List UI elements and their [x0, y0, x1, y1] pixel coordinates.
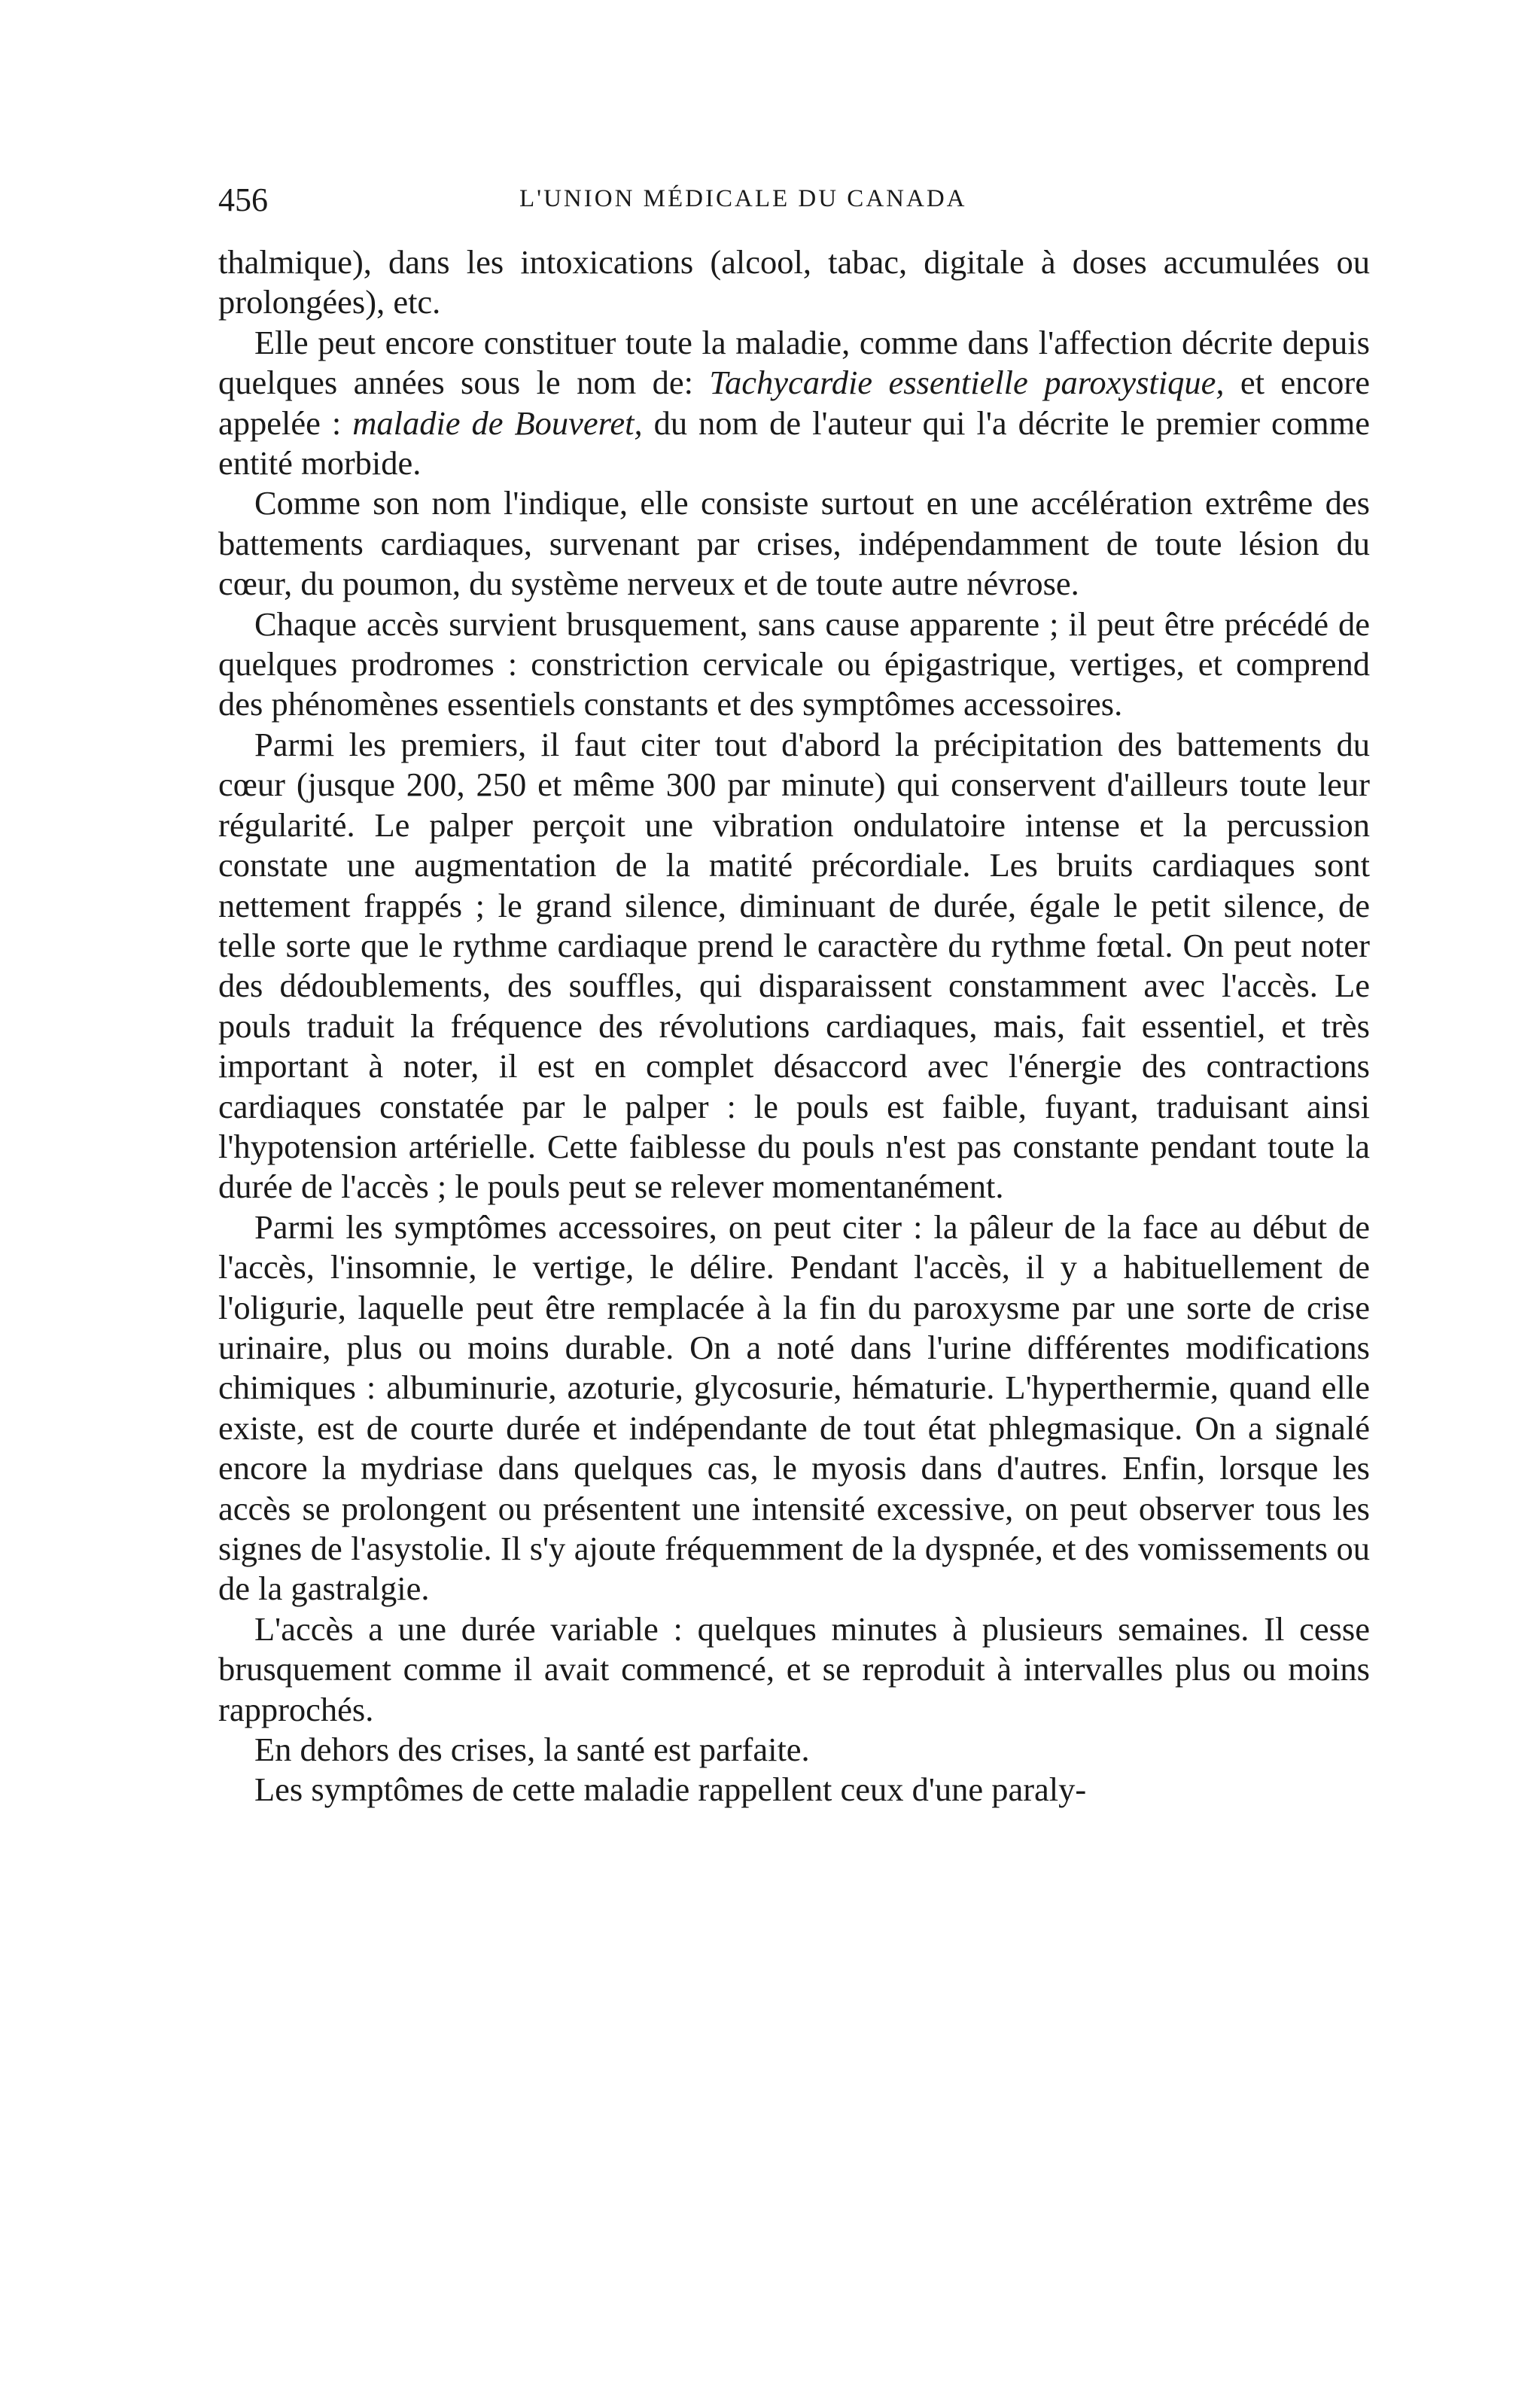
page-number: 456 [218, 181, 268, 218]
italic-term: Tachycardie essentielle paroxystique, [709, 364, 1225, 402]
paragraph-middle: et encore appelée : [218, 364, 1371, 442]
paragraph: Parmi les premiers, il faut citer tout d'abord la précipitation des battements du cœur (jusque 200, 250 et même 300 par minute) qui conservent d'ailleurs toute leur régularité. Le palper perçoit une vibration ondulatoire intense et la percussion constate une augmentation de la matité précordiale. Les bruits cardiaques sont nettement frappés ; le grand silence, diminuant de durée, égale le petit silence, de telle sorte que le rythme cardiaque prend le caractère du rythme fœtal. On peut noter des dédoublements, des souffles, qui disparaissent constamment avec l'accès. Le pouls traduit la fréquence des révolutions cardiaques, mais, fait essentiel, et très important à noter, il est en complet désaccord avec l'énergie des contractions cardiaques constatée par le palper : le pouls est faible, fuyant, traduisant ainsi l'hypotension artérielle. Cette faiblesse du pouls n'est pas constante pendant toute la durée de l'accès ; le pouls peut se relever momentanément. [218, 725, 1370, 1206]
paragraph: Parmi les symptômes accessoires, on peut citer : la pâleur de la face au début de l'accès, l'insomnie, le vertige, le délire. Pendant l'accès, il y a habituellement de l'oligurie, laquelle peut être remplacée à la fin du paroxysme par une sorte de crise urinaire, plus ou moins durable. On a noté dans l'urine différentes modifications chimiques : albuminurie, azoturie, glycosurie, hématurie. L'hyperthermie, quand elle existe, est de courte durée et indépendante de tout état phlegmasique. On a signalé encore la mydriase dans quelques cas, le myosis dans d'autres. Enfin, lorsque les accès se prolongent ou présentent une intensité excessive, on peut observer tous les signes de l'asystolie. Il s'y ajoute fréquemment de la dyspnée, et des vomissements ou de la gastralgie. [218, 1207, 1370, 1608]
paragraph: En dehors des crises, la santé est parfaite. [254, 1731, 810, 1769]
body-text [218, 242, 1370, 1810]
paragraph [218, 323, 1370, 484]
paragraph-outro: du nom de l'auteur qui l'a décrite le premier comme entité morbide. [218, 403, 1370, 483]
paragraph: Comme son nom l'indique, elle consiste surtout en une accélération extrême des battements cardiaques, survenant par crises, indépendamment de toute lésion du cœur, du poumon, du système nerveux et de toute autre névrose. [218, 484, 1370, 603]
paragraph: Les symptômes de cette maladie rappellent ceux d'une paraly- [254, 1770, 1087, 1809]
paragraph-intro: Elle peut encore constituer toute la maladie, comme dans l'affection décrite depuis quelques années sous le nom de: [218, 323, 1370, 402]
running-header [218, 181, 1370, 226]
document-page [218, 181, 1370, 1810]
paragraph: Chaque accès survient brusquement, sans cause apparente ; il peut être précédé de quelques prodromes : constriction cervicale ou épigastrique, vertiges, et comprend des phénomènes essentiels constants et des symptômes accessoires. [218, 604, 1370, 723]
paragraph: thalmique), dans les intoxications (alcool, tabac, digitale à doses accumulées ou prolongées), etc. [218, 243, 1370, 321]
paragraph: L'accès a une durée variable : quelques minutes à plusieurs semaines. Il cesse brusquement comme il avait commencé, et se reproduit à intervalles plus ou moins rapprochés. [218, 1609, 1370, 1728]
italic-term: maladie de Bouveret, [352, 403, 643, 442]
journal-title: L'UNION MÉDICALE DU CANADA [519, 185, 967, 212]
